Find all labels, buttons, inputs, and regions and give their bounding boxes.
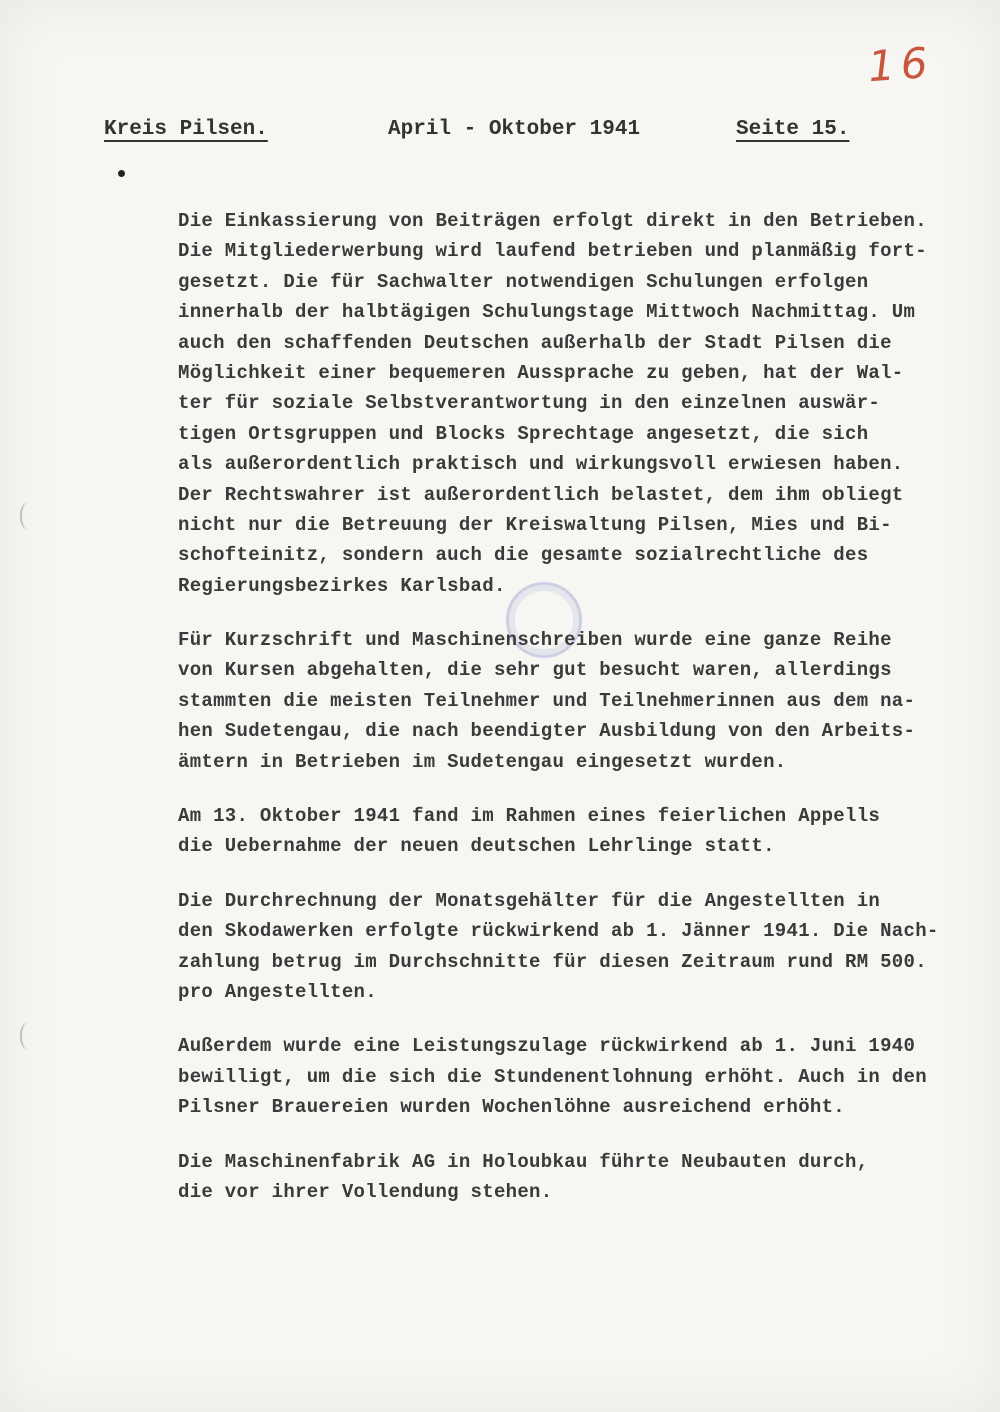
text-line: Die Einkassierung von Beiträgen erfolgt direkt in den Betrieben. [178,210,927,232]
body-text [178,206,978,1231]
text-line: tigen Ortsgruppen und Blocks Sprechtage angesetzt, die sich [178,422,869,445]
text-line: Für Kurzschrift und Maschinenschreiben wurde eine ganze Reihe [178,629,892,652]
text-line: hen Sudetengau, die nach beendigter Ausbildung von den Arbeits- [178,720,916,743]
text-line: schofteinitz, sondern auch die gesamte sozialrechtliche des [178,544,869,567]
paragraph [178,1031,978,1122]
margin-dot [118,170,125,177]
text-line: Der Rechtswahrer ist außerordentlich belastet, dem ihm obliegt [178,483,904,506]
text-line: die vor ihrer Vollendung stehen. [178,1180,553,1203]
paragraph [178,206,978,601]
text-line: die Uebernahme der neuen deutschen Lehrlinge statt. [178,835,775,858]
text-line: von Kursen abgehalten, die sehr gut besucht waren, allerdings [178,659,892,682]
paragraph [178,801,978,862]
text-line: als außerordentlich praktisch und wirkungsvoll erwiesen haben. [178,453,904,476]
text-line: Außerdem wurde eine Leistungszulage rückwirkend ab 1. Juni 1940 [178,1035,916,1058]
text-line: Am 13. Oktober 1941 fand im Rahmen eines feierlichen Appells [178,805,881,828]
text-line: pro Angestellten. [178,980,377,1003]
text-line: auch den schaffenden Deutschen außerhalb der Stadt Pilsen die [178,331,892,354]
page-header [0,118,1000,158]
text-line: gesetzt. Die für Sachwalter notwendigen Schulungen erfolgen [178,270,869,293]
text-line: Die Maschinenfabrik AG in Holoubkau führte Neubauten durch, [178,1150,869,1173]
text-line: den Skodawerken erfolgte rückwirkend ab 1. Jänner 1941. Die Nach- [178,920,939,943]
text-line: bewilligt, um die sich die Stundenentlohnung erhöht. Auch in den [178,1065,927,1088]
text-line: Regierungsbezirkes Karlsbad. [178,574,506,597]
paragraph [178,625,978,777]
text-line: Pilsner Brauereien wurden Wochenlöhne ausreichend erhöht. [178,1096,846,1119]
punch-hole-mark [20,502,36,530]
text-line: Möglichkeit einer bequemeren Aussprache zu geben, hat der Wal- [178,361,904,384]
text-line: innerhalb der halbtägigen Schulungstage Mittwoch Nachmittag. Um [178,301,916,324]
text-line: ter für soziale Selbstverantwortung in den einzelnen auswär- [178,392,881,415]
header-page-number: Seite 15. [736,118,850,141]
text-line: stammten die meisten Teilnehmer und Teilnehmerinnen aus dem na- [178,689,916,712]
text-line: nicht nur die Betreuung der Kreiswaltung Pilsen, Mies und Bi- [178,513,892,536]
paragraph [178,1147,978,1208]
punch-hole-mark [20,1022,36,1050]
header-period: April - Oktober 1941 [388,118,641,141]
paragraph [178,886,978,1008]
text-line: Die Durchrechnung der Monatsgehälter für die Angestellten in [178,889,881,912]
folio-number: 16 [866,37,936,92]
text-line: Die Mitgliederwerbung wird laufend betrieben und planmäßig fort- [178,240,927,263]
text-line: zahlung betrug im Durchschnitte für diesen Zeitraum rund RM 500. [178,950,927,973]
header-district: Kreis Pilsen. [104,118,268,141]
text-line: ämtern in Betrieben im Sudetengau eingesetzt wurden. [178,750,787,773]
